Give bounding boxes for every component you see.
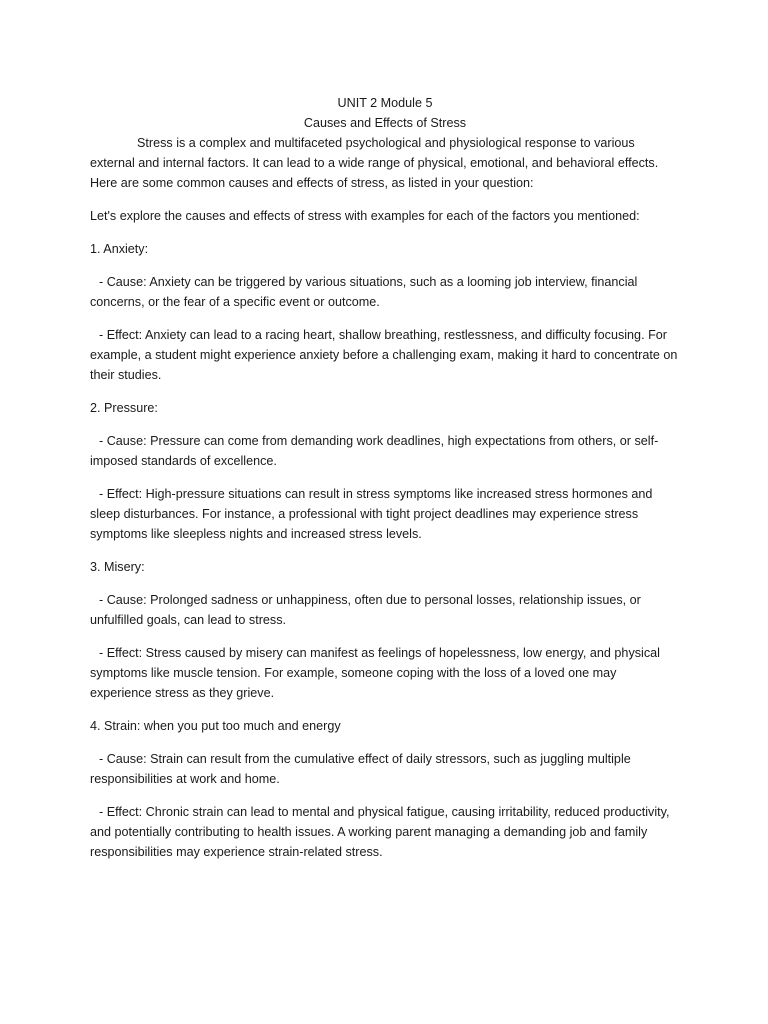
section-misery (90, 557, 680, 703)
cause-paragraph: - Cause: Prolonged sadness or unhappiness, often due to personal losses, relationship issues, or unfulfilled goals, can lead to stress. (90, 593, 641, 627)
unit-label: UNIT 2 Module 5 (337, 96, 433, 110)
intro-paragraph: Stress is a complex and multifaceted psychological and physiological response to various external and internal factors. It can lead to a wide range of physical, emotional, and behavioral effects. Here are some common causes and effects of stress, as listed in your question: (90, 136, 659, 190)
effect-paragraph: - Effect: Anxiety can lead to a racing heart, shallow breathing, restlessness, and difficulty focusing. For example, a student might experience anxiety before a challenging exam, making it hard to concentrate on their studies. (90, 328, 678, 382)
effect-paragraph: - Effect: Chronic strain can lead to mental and physical fatigue, causing irritability, reduced productivity, and potentially contributing to health issues. A working parent managing a demanding job and family responsibilities may experience strain-related stress. (90, 805, 670, 859)
section-heading: 2. Pressure: (90, 401, 158, 415)
section-anxiety (90, 239, 680, 385)
document-page (90, 93, 680, 875)
section-pressure (90, 398, 680, 544)
section-heading: 3. Misery: (90, 560, 145, 574)
lead-paragraph: Let's explore the causes and effects of stress with examples for each of the factors you mentioned: (90, 209, 640, 223)
effect-paragraph: - Effect: High-pressure situations can result in stress symptoms like increased stress hormones and sleep disturbances. For instance, a professional with tight project deadlines may experience stress symptoms like sleepless nights and increased stress levels. (90, 487, 653, 541)
section-heading: 4. Strain: when you put too much and energy (90, 719, 341, 733)
cause-paragraph: - Cause: Anxiety can be triggered by various situations, such as a looming job interview, financial concerns, or the fear of a specific event or outcome. (90, 275, 638, 309)
section-heading: 1. Anxiety: (90, 242, 149, 256)
cause-paragraph: - Cause: Strain can result from the cumulative effect of daily stressors, such as juggling multiple responsibilities at work and home. (90, 752, 631, 786)
effect-paragraph: - Effect: Stress caused by misery can manifest as feelings of hopelessness, low energy, and physical symptoms like muscle tension. For example, someone coping with the loss of a loved one may experience stress as they grieve. (90, 646, 660, 700)
section-strain (90, 716, 680, 862)
cause-paragraph: - Cause: Pressure can come from demanding work deadlines, high expectations from others, or self-imposed standards of excellence. (90, 434, 659, 468)
document-title: Causes and Effects of Stress (303, 116, 467, 130)
